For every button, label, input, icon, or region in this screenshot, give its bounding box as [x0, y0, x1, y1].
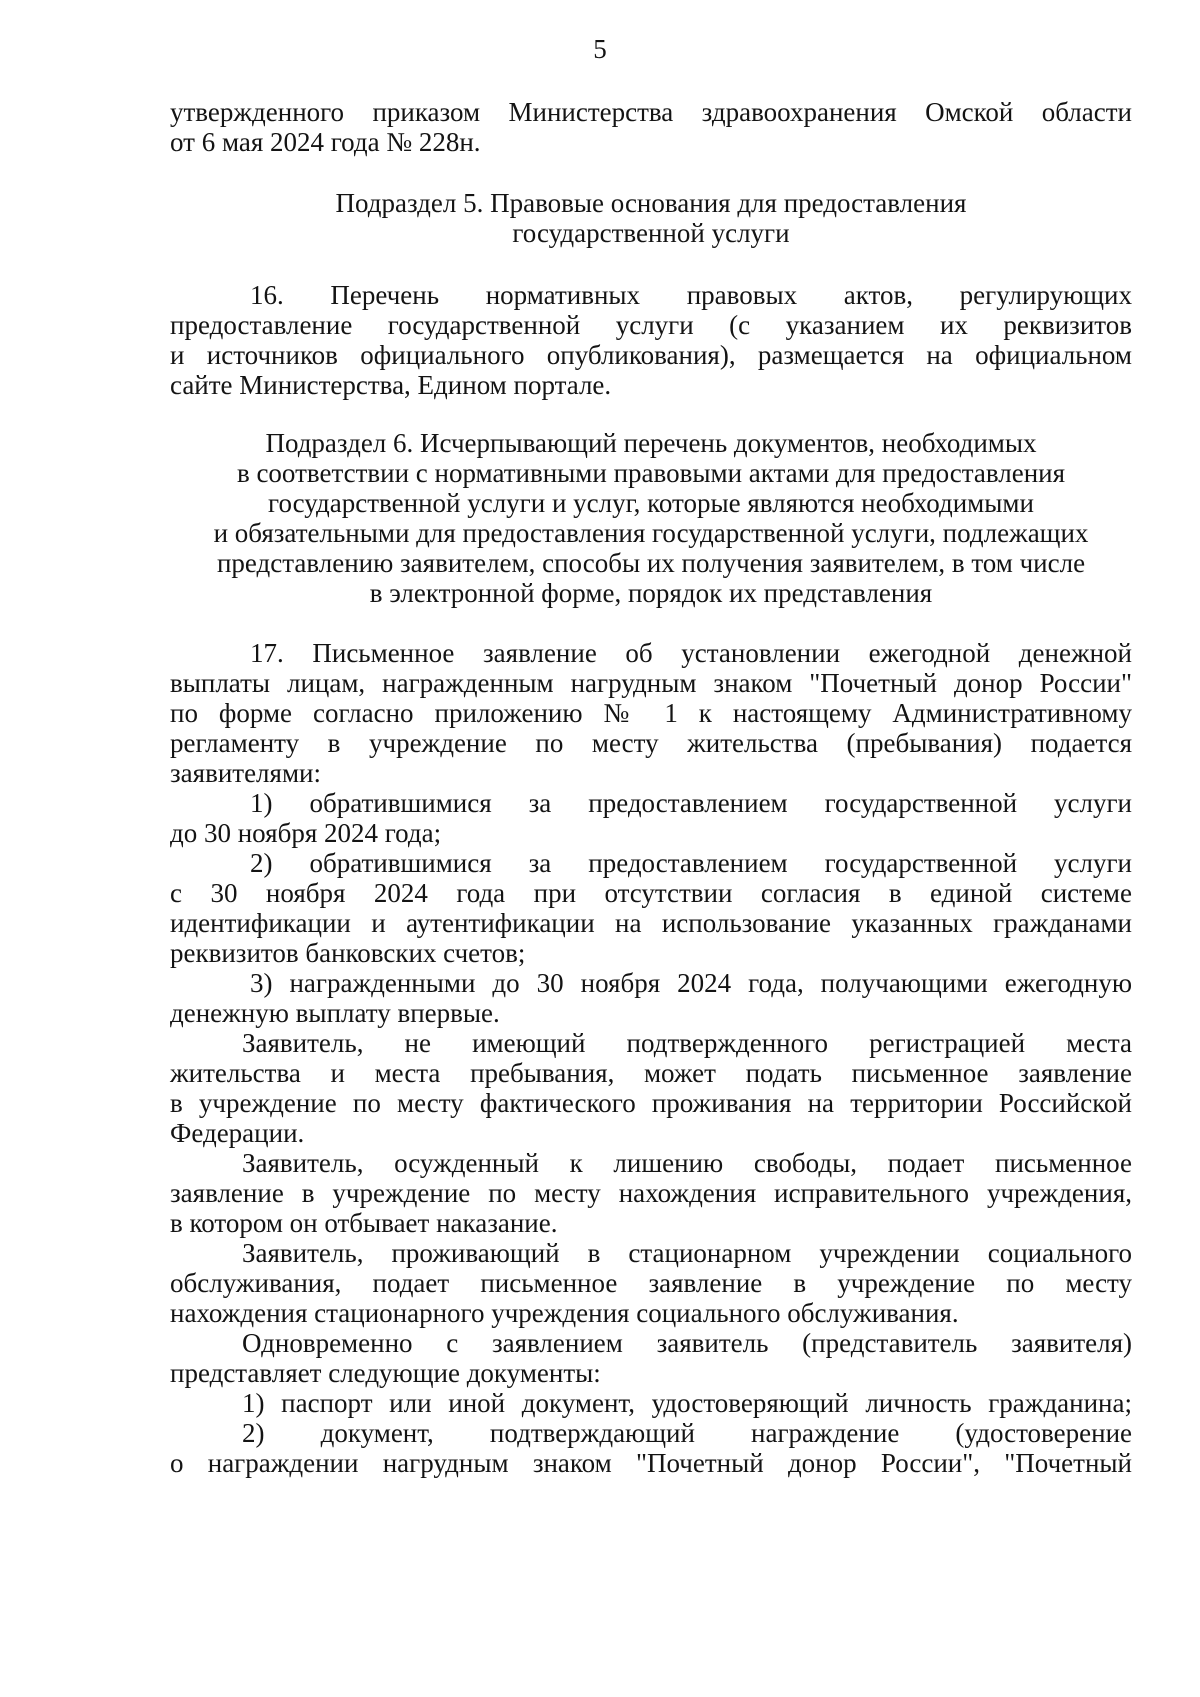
- text-line: Одновременно с заявлением заявитель (представитель заявителя): [242, 1328, 1132, 1358]
- text-line: реквизитов банковских счетов;: [170, 938, 526, 968]
- text-line: и источников официального опубликования), размещается на официальном: [170, 340, 1132, 370]
- text-line: предоставление государственной услуги (с указанием их реквизитов: [170, 310, 1132, 340]
- text-line: в котором он отбывает наказание.: [170, 1208, 558, 1238]
- text-line: Заявитель, проживающий в стационарном учреждении социального: [242, 1238, 1132, 1268]
- text-line: нахождения стационарного учреждения социального обслуживания.: [170, 1298, 959, 1328]
- heading-line: в соответствии с нормативными правовыми актами для предоставления: [236, 458, 1066, 488]
- text-line: Федерации.: [170, 1118, 305, 1148]
- paragraph-16: [170, 280, 1132, 400]
- text-line: от 6 мая 2024 года № 228н.: [170, 127, 481, 157]
- list-item-line: 1) паспорт или иной документ, удостоверяющий личность гражданина;: [242, 1388, 1132, 1418]
- heading-line: в электронной форме, порядок их представления: [369, 578, 933, 608]
- list-item-line: 2) обратившимися за предоставлением государственной услуги: [250, 848, 1132, 878]
- text-line: заявителями:: [170, 758, 321, 788]
- text-line: представляет следующие документы:: [170, 1358, 601, 1388]
- text-line: денежную выплату впервые.: [170, 998, 500, 1028]
- list-item-line: 1) обратившимися за предоставлением государственной услуги: [250, 788, 1132, 818]
- paragraph-17: [170, 638, 1132, 1478]
- text-line: по форме согласно приложению № 1 к настоящему Административному: [170, 698, 1132, 728]
- text-line: Заявитель, не имеющий подтвержденного регистрацией места: [242, 1028, 1132, 1058]
- subsection-6-heading: [170, 428, 1132, 608]
- heading-line: и обязательными для предоставления государственной услуги, подлежащих: [213, 518, 1089, 548]
- text-line: идентификации и аутентификации на использование указанных гражданами: [170, 908, 1132, 938]
- heading-line: государственной услуги и услуг, которые являются необходимыми: [268, 488, 1034, 518]
- list-item-line: 3) награжденными до 30 ноября 2024 года, получающими ежегодную: [250, 968, 1132, 998]
- text-line: регламенту в учреждение по месту жительства (пребывания) подается: [170, 728, 1132, 758]
- text-line: Заявитель, осужденный к лишению свободы, подает письменное: [242, 1148, 1132, 1178]
- text-line: о награждении нагрудным знаком "Почетный донор России", "Почетный: [170, 1448, 1132, 1478]
- text-line: заявление в учреждение по месту нахождения исправительного учреждения,: [170, 1178, 1132, 1208]
- list-item-line: 2) документ, подтверждающий награждение (удостоверение: [242, 1418, 1132, 1448]
- intro-paragraph: [170, 97, 1132, 157]
- heading-line: государственной услуги: [512, 218, 790, 248]
- heading-line: Подраздел 5. Правовые основания для предоставления: [335, 188, 967, 218]
- text-line: выплаты лицам, награжденным нагрудным знаком "Почетный донор России": [170, 668, 1132, 698]
- text-line: с 30 ноября 2024 года при отсутствии согласия в единой системе: [170, 878, 1132, 908]
- heading-line: Подраздел 6. Исчерпывающий перечень документов, необходимых: [265, 428, 1037, 458]
- text-line: 16. Перечень нормативных правовых актов, регулирующих: [250, 280, 1132, 310]
- subsection-5-heading: [170, 188, 1132, 248]
- page-number: 5: [593, 34, 607, 64]
- text-line: жительства и места пребывания, может подать письменное заявление: [170, 1058, 1132, 1088]
- text-line: сайте Министерства, Едином портале.: [170, 370, 612, 400]
- text-line: обслуживания, подает письменное заявление в учреждение по месту: [170, 1268, 1132, 1298]
- heading-line: представлению заявителем, способы их получения заявителем, в том числе: [216, 548, 1086, 578]
- text-line: утвержденного приказом Министерства здравоохранения Омской области: [170, 97, 1132, 127]
- text-line: до 30 ноября 2024 года;: [170, 818, 442, 848]
- text-line: в учреждение по месту фактического проживания на территории Российской: [170, 1088, 1132, 1118]
- text-line: 17. Письменное заявление об установлении ежегодной денежной: [250, 638, 1132, 668]
